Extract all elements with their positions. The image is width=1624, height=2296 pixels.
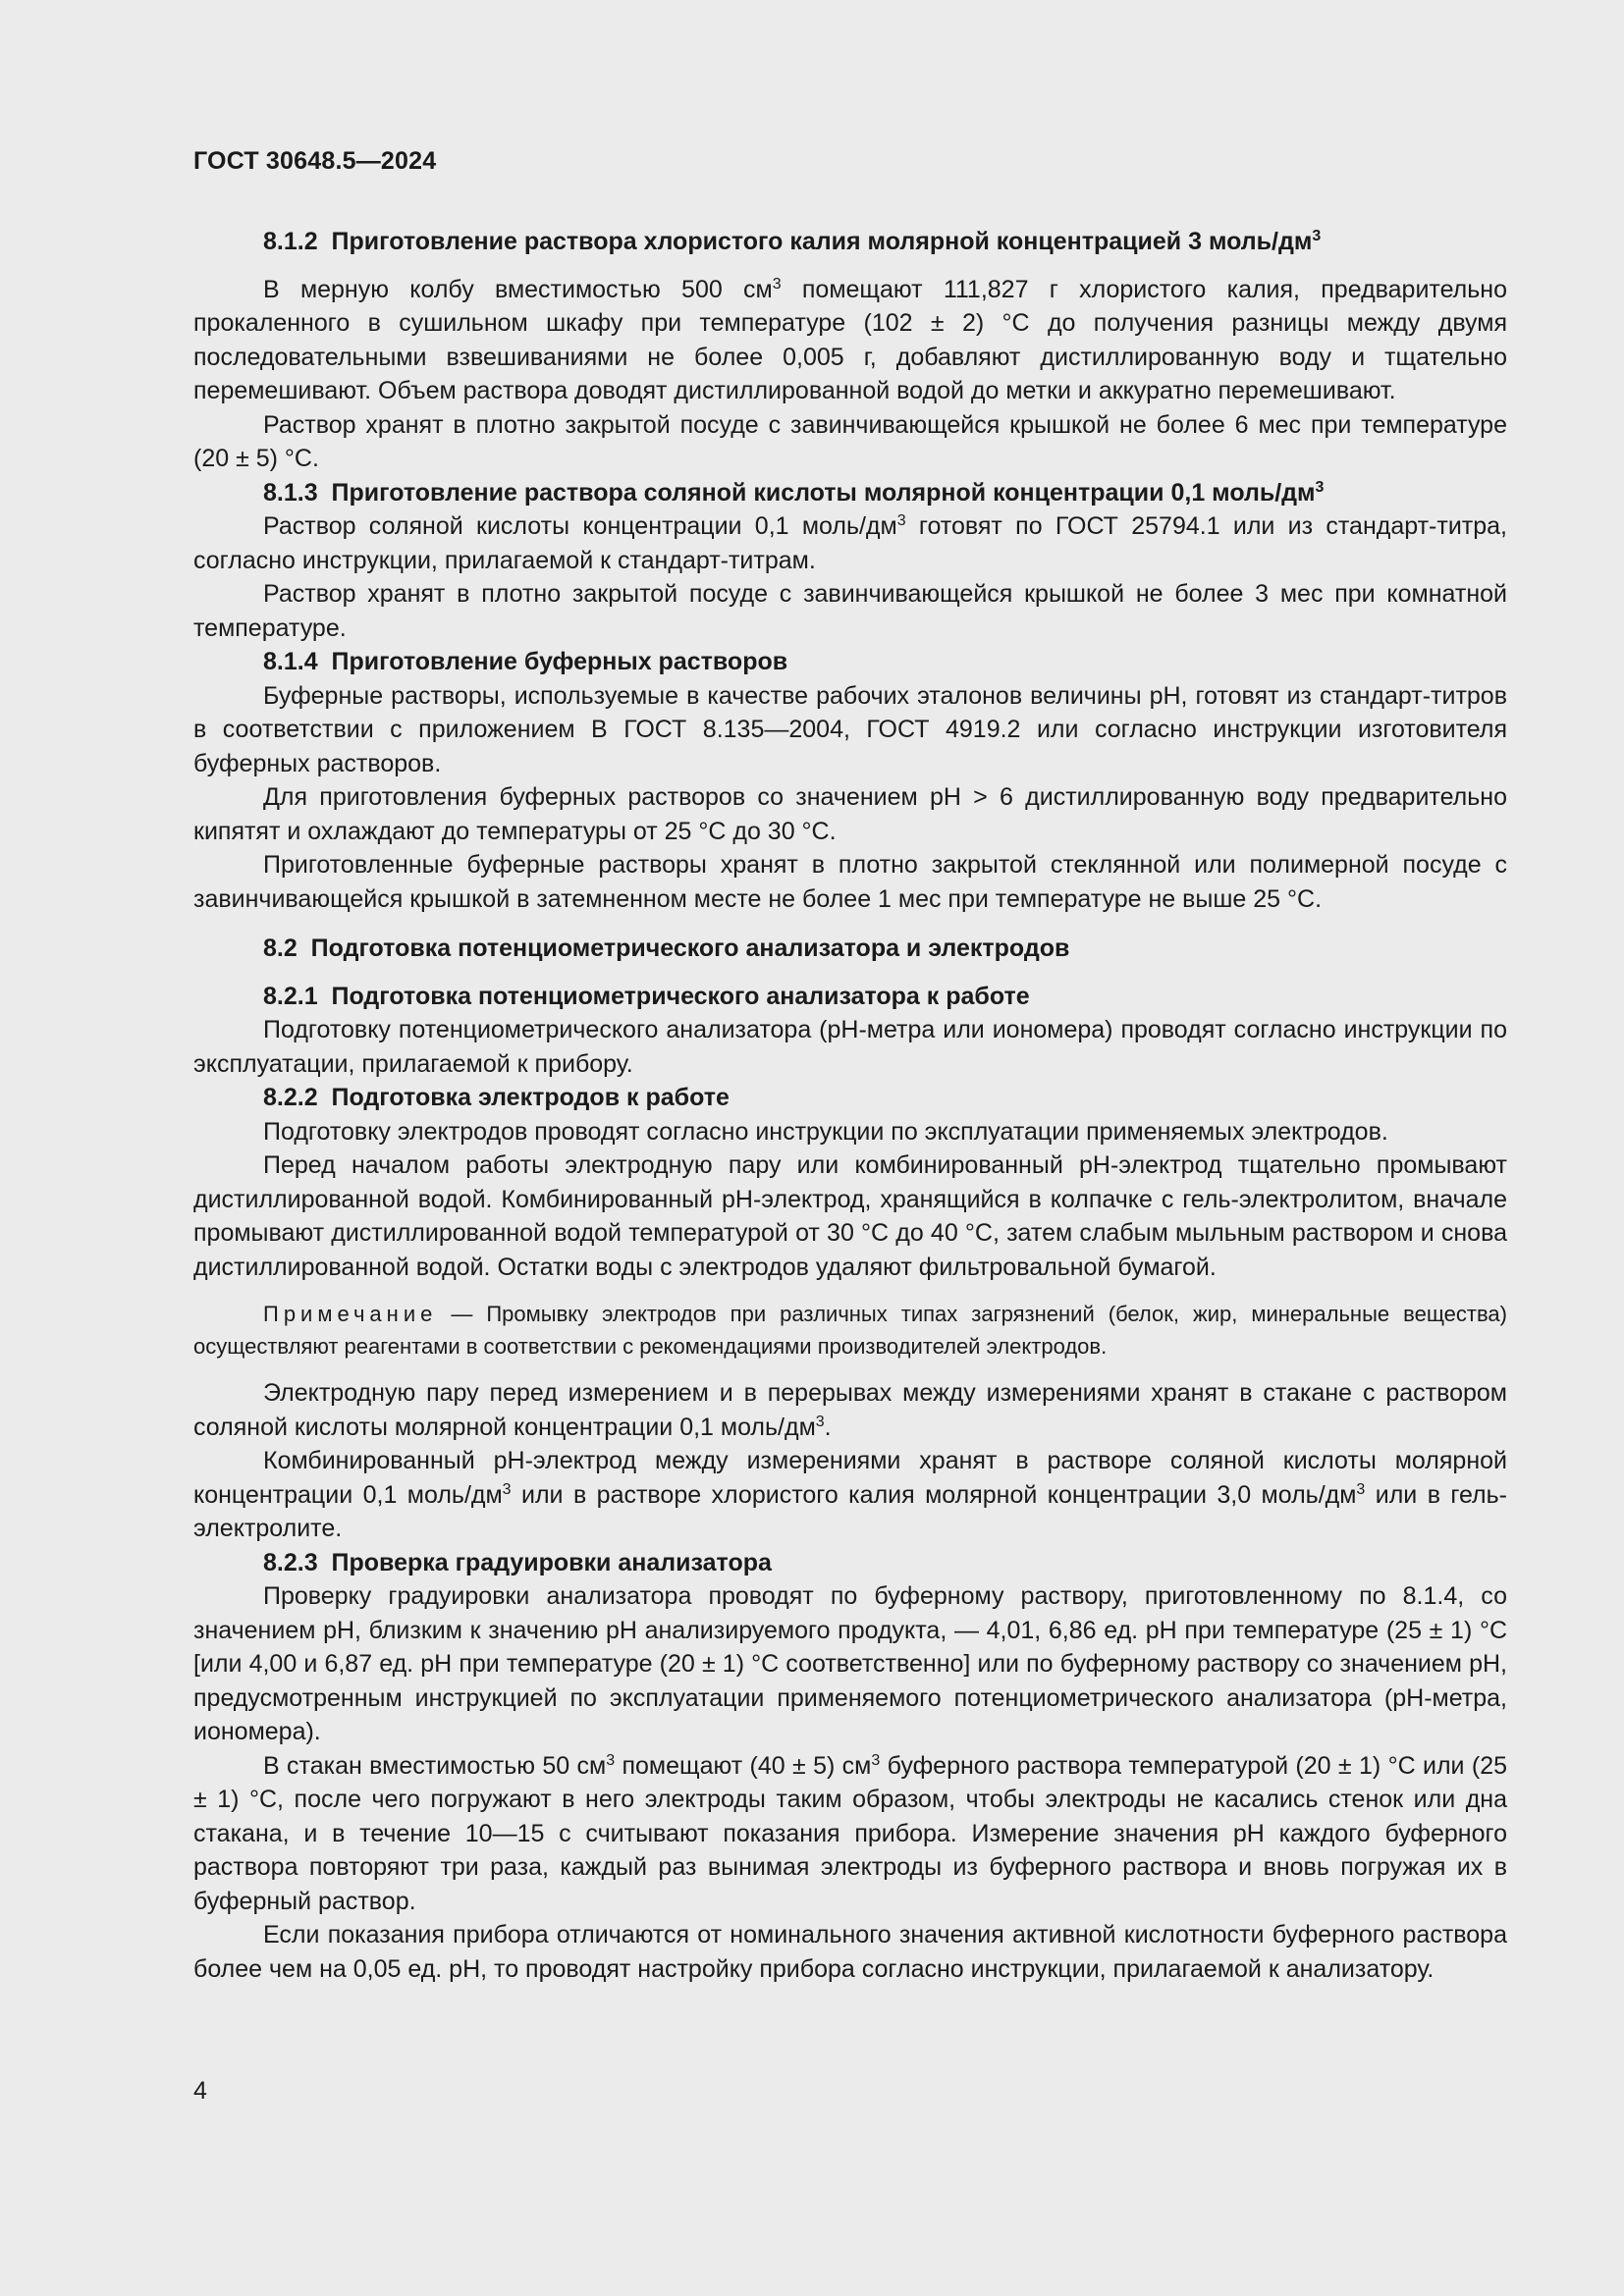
note-text: — Промывку электродов при различных типах загрязнений (белок, жир, минеральные вещества) осуществляют реагентами в соответствии с рекомендациями производителей электродов.: [193, 1302, 1507, 1359]
page-number: 4: [193, 2077, 207, 2105]
superscript: 3: [772, 275, 782, 293]
section-title: Подготовка электродов к работе: [331, 1084, 730, 1111]
paragraph: Подготовку электродов проводят согласно инструкции по эксплуатации применяемых электродов.: [263, 1117, 1388, 1146]
section-title: Подготовка потенциометрического анализатора и электродов: [310, 934, 1070, 962]
heading-8-1-4: [193, 645, 1507, 679]
heading-8-2-2: [193, 1081, 1507, 1115]
superscript: 3: [871, 1751, 881, 1769]
superscript: 3: [896, 512, 906, 529]
section-number: 8.2: [263, 934, 298, 962]
paragraph: Приготовленные буферные растворы хранят в плотно закрытой стеклянной или полимерной посуде с завинчивающейся крышкой в затемненном месте не более 1 мес при температуре не выше 25 °С.: [193, 851, 1507, 913]
section-number: 8.2.2: [263, 1084, 318, 1111]
paragraph: Перед началом работы электродную пару или комбинированный рН-электрод тщательно промывают дистиллированной водой. Комбинированный рН-электрод, хранящийся в колпачке с гель-электролитом, вначале промывают дистиллированной водой температурой от 30 °С до 40 °С, затем слабым мыльным раствором и снова дистиллированной водой. Остатки воды с электродов удаляют фильтровальной бумагой.: [193, 1151, 1507, 1281]
paragraph: Для приготовления буферных растворов со значением рН > 6 дистиллированную воду предварительно кипятят и охлаждают до температуры от 25 °С до 30 °С.: [193, 783, 1507, 845]
section-title: Приготовление буферных растворов: [331, 648, 788, 675]
section-title: Приготовление раствора хлористого калия молярной концентрацией 3 моль/дм: [331, 228, 1313, 255]
note: [193, 1298, 1507, 1362]
section-title: Приготовление раствора соляной кислоты молярной концентрации 0,1 моль/дм: [331, 478, 1316, 507]
section-title: Подготовка потенциометрического анализатора к работе: [331, 982, 1030, 1010]
section-number: 8.1.4: [263, 648, 318, 675]
paragraph: Если показания прибора отличаются от номинального значения активной кислотности буферного раствора более чем на 0,05 ед. рН, то проводят настройку прибора согласно инструкции, прилагаемой к анализатору.: [193, 1921, 1507, 1983]
heading-8-1-2: [193, 225, 1507, 259]
paragraph: Раствор хранят в плотно закрытой посуде с завинчивающейся крышкой не более 3 мес при комнатной температуре.: [193, 580, 1507, 642]
paragraph: В стакан вместимостью 50 $см^3$ помещают (40 ± 5) $см^3$ буферного раствора температурой (20 ± 1) °С или (25 ± 1) °С, после чего погружают в него электроды таким образом, чтобы электроды не касались стенок или дна стакана, и в течение 10—15 с считывают показания прибора. Измерение значения рН каждого буферного раствора повторяют три раза, каждый раз вынимая электроды из буферного раствора и вновь погружая их в буферный раствор.: [193, 1751, 1508, 1915]
heading-8-2-3: [193, 1546, 1507, 1580]
document-header: ГОСТ 30648.5—2024: [193, 147, 437, 175]
section-number: 8.1.2: [263, 228, 318, 255]
heading-8-2: [193, 932, 1507, 966]
paragraph: Раствор соляной кислоты концентрации 0,1 моль/$дм^3$ готовят по ГОСТ 25794.1 или из стандарт-титра, согласно инструкции, прилагаемой к стандарт-титрам.: [193, 512, 1507, 574]
superscript: 3: [502, 1480, 512, 1498]
section-number: 8.1.3: [263, 478, 318, 507]
superscript: 3: [1356, 1480, 1366, 1498]
superscript: 3: [815, 1413, 825, 1430]
paragraph: Электродную пару перед измерением и в перерывах между измерениями хранят в стакане с раствором соляной кислоты молярной концентрации 0,1 моль/$дм^3$.: [193, 1379, 1507, 1441]
section-number: 8.2.3: [263, 1548, 318, 1576]
paragraph: Проверку градуировки анализатора проводят по буферному раствору, приготовленному по 8.1.4, со значением рН, близким к значению рН анализируемого продукта, — 4,01, 6,86 ед. рН при температуре (25 ± 1) °С [или 4,00 и 6,87 ед. рН при температуре (20 ± 1) °С соответственно] или по буферному раствору со значением рН, предусмотренным инструкцией по эксплуатации применяемого потенциометрического анализатора (рН-метра, иономера).: [193, 1582, 1507, 1745]
superscript: 3: [606, 1751, 616, 1769]
superscript: 3: [1315, 478, 1325, 496]
paragraph: В мерную колбу вместимостью 500 $см^3$ помещают 111,827 г хлористого калия, предварительно прокаленного в сушильном шкафу при температуре (102 ± 2) °С до получения разницы между двумя последовательными взвешиваниями не более 0,005 г, добавляют дистиллированную воду и тщательно перемешивают. Объем раствора доводят дистиллированной водой до метки и аккуратно перемешивают.: [193, 275, 1507, 404]
note-label: Примечание: [263, 1302, 438, 1326]
heading-8-2-1: [193, 980, 1507, 1014]
document-body: [193, 225, 1507, 1986]
section-number: 8.2.1: [263, 982, 318, 1010]
paragraph: Подготовку потенциометрического анализатора (рН-метра или иономера) проводят согласно инструкции по эксплуатации, прилагаемой к прибору.: [193, 1016, 1507, 1078]
paragraph: Раствор хранят в плотно закрытой посуде с завинчивающейся крышкой не более 6 мес при температуре (20 ± 5) °С.: [193, 410, 1507, 472]
section-title: Проверка градуировки анализатора: [331, 1548, 772, 1576]
paragraph: Буферные растворы, используемые в качестве рабочих эталонов величины рН, готовят из стандарт-титров в соответствии с приложением В ГОСТ 8.135—2004, ГОСТ 4919.2 или согласно инструкции изготовителя буферных растворов.: [193, 681, 1507, 777]
heading-8-1-3: [193, 476, 1507, 510]
superscript: 3: [1312, 228, 1322, 244]
paragraph: Комбинированный рН-электрод между измерениями хранят в растворе соляной кислоты молярной концентрации 0,1 моль/$дм^3$ или в растворе хлористого калия молярной концентрации 3,0 моль/$дм^3$ или в гель-электролите.: [193, 1447, 1507, 1542]
